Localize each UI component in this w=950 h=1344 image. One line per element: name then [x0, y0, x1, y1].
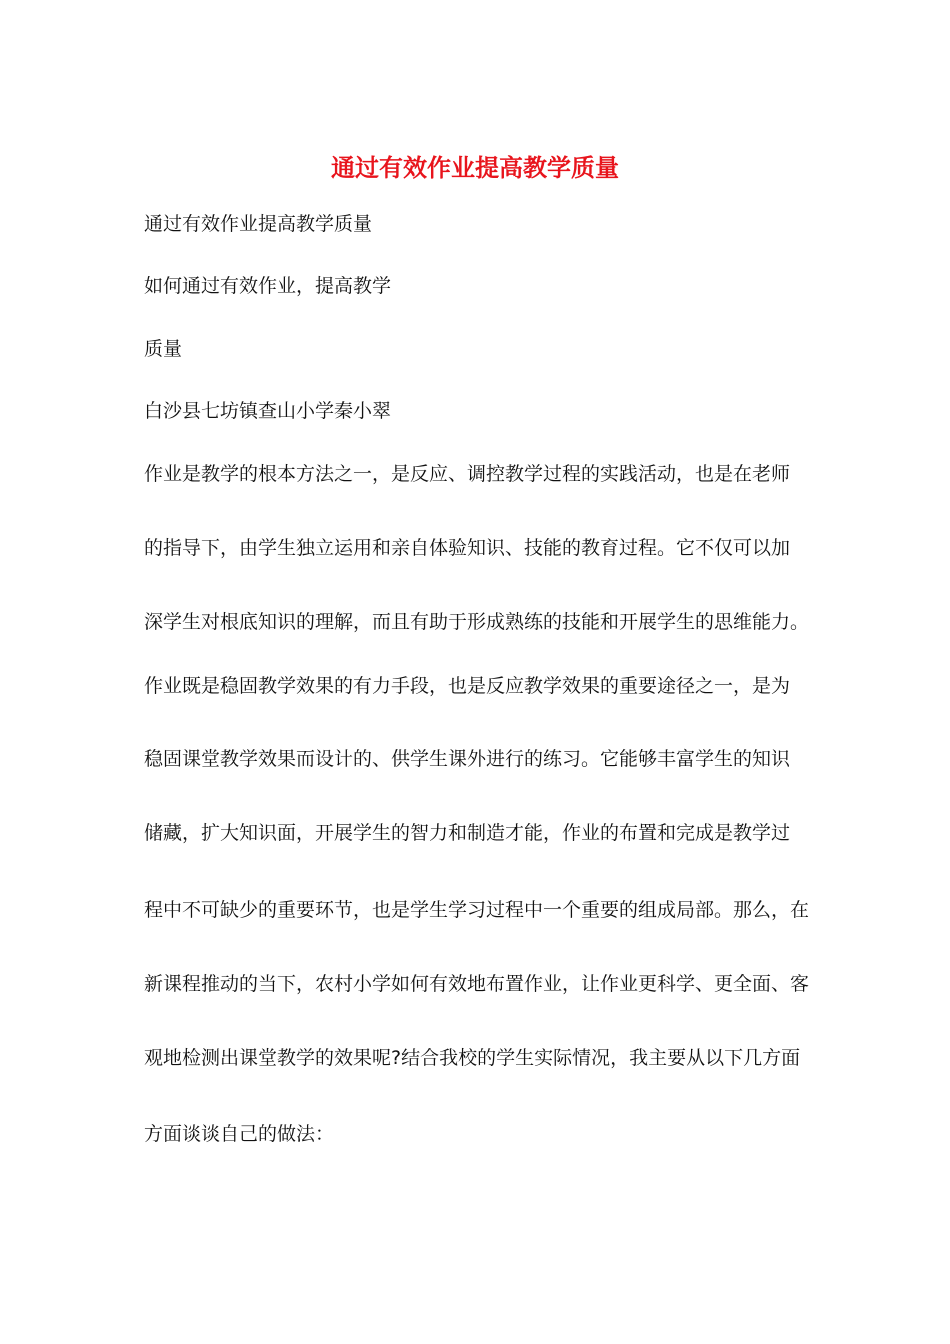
body-line: 作业是教学的根本方法之一，是反应、调控教学过程的实践活动，也是在老师: [144, 463, 791, 485]
body-line: 程中不可缺少的重要环节，也是学生学习过程中一个重要的组成局部。那么，在: [144, 899, 810, 921]
body-line: 新课程推动的当下，农村小学如何有效地布置作业，让作业更科学、更全面、客: [144, 973, 810, 995]
author-line: 白沙县七坊镇查山小学秦小翠: [144, 400, 392, 422]
subtitle-line: 通过有效作业提高教学质量: [144, 213, 373, 235]
body-line: 的指导下，由学生独立运用和亲自体验知识、技能的教育过程。它不仅可以加: [144, 537, 791, 559]
body-line: 观地检测出课堂教学的效果呢?结合我校的学生实际情况，我主要从以下几方面: [144, 1047, 801, 1069]
body-line: 作业既是稳固教学效果的有力手段，也是反应教学效果的重要途径之一，是为: [144, 675, 791, 697]
body-line: 储藏，扩大知识面，开展学生的智力和制造才能，作业的布置和完成是教学过: [144, 822, 791, 844]
body-line: 深学生对根底知识的理解，而且有助于形成熟练的技能和开展学生的思维能力。: [144, 611, 810, 633]
body-line: 稳固课堂教学效果而设计的、供学生课外进行的练习。它能够丰富学生的知识: [144, 748, 791, 770]
subtitle-line: 如何通过有效作业，提高教学: [144, 275, 392, 297]
body-line: 方面谈谈自己的做法：: [144, 1123, 335, 1145]
document-title: 通过有效作业提高教学质量: [331, 153, 619, 182]
subtitle-line: 质量: [144, 338, 183, 360]
